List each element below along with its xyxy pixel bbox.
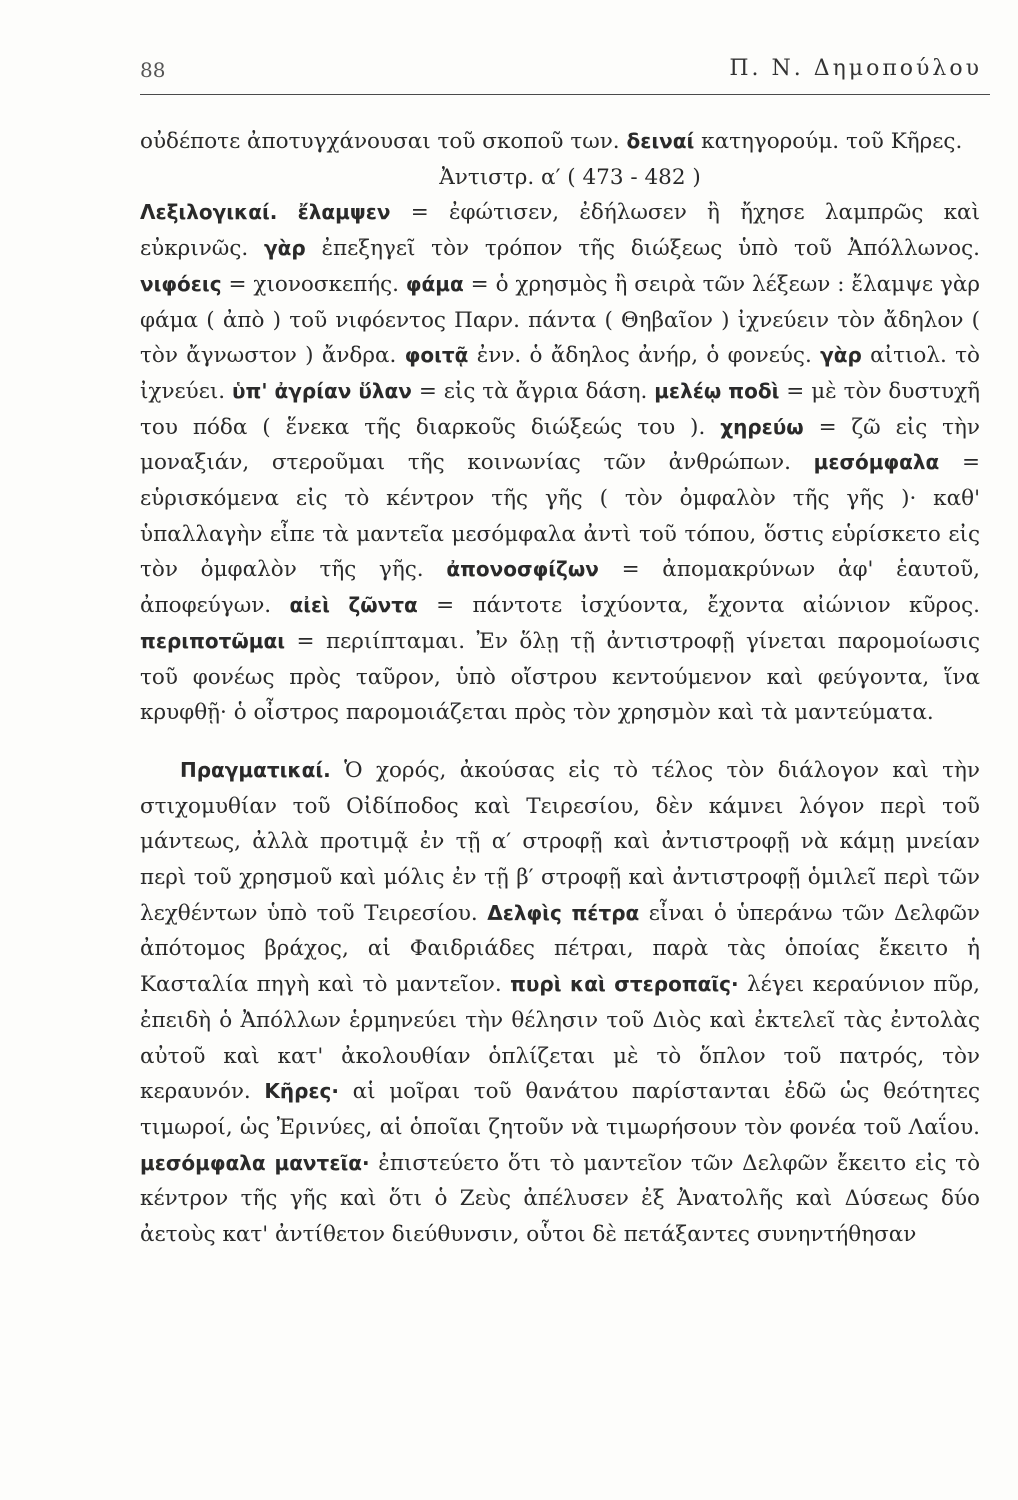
text-run: ἐπιστεύετο ὅτι τὸ μαντεῖον τῶν Δελφῶν ἔκειτο εἰς τὸ κέντρον τῆς γῆς καὶ ὅτι ὁ Ζεὺς ἀπέλυσεν ἐξ Ἀνατολῆς καὶ Δύσεως δύο ἀετοὺς κατ' ἀντίθετον διεύθυνσιν, οὗτοι δὲ πετάξαντες συνηντήθησαν xyxy=(140,1150,981,1248)
bold-term: νιφόεις xyxy=(140,271,222,296)
bold-term: ἀπονοσφίζων xyxy=(446,557,599,582)
text-run: = ἀπομακρύνων ἀφ' ἑαυτοῦ, ἀποφεύγων. xyxy=(140,557,980,619)
bold-term: χηρεύω xyxy=(720,414,804,439)
bold-term: αἰεὶ ζῶντα xyxy=(289,593,418,618)
bold-term: Κῆρες· xyxy=(264,1079,339,1104)
text-run xyxy=(277,200,297,225)
bold-term: Δελφὶς πέτρα xyxy=(487,900,640,925)
text-run: = πάντοτε ἰσχύοντα, ἔχοντα αἰώνιον κῦρος. xyxy=(417,593,981,619)
text-run: οὐδέποτε ἀποτυγχάνουσαι τοῦ σκοποῦ των. xyxy=(140,129,627,154)
page-number: 88 xyxy=(140,58,166,82)
bold-term: ὑπ' ἀγρίαν ὕλαν xyxy=(232,378,412,403)
page-body xyxy=(140,124,980,1253)
text-run: ἐπεξηγεῖ τὸν τρόπον τῆς διώξεως ὑπὸ τοῦ Ἀπόλλωνος. xyxy=(305,236,980,262)
text-run: Ὁ χορός, ἀκούσας εἰς τὸ τέλος τὸν διάλογον καὶ τὴν στιχομυθίαν τοῦ Οἰδίποδος καὶ Τειρεσίου, δὲν κάμνει λόγον περὶ τοῦ μάντεως, ἀλλὰ προτιμᾷ ἐν τῇ α′ στροφῇ καὶ ἀντιστροφῇ νὰ κάμῃ μνείαν περὶ τοῦ χρησμοῦ καὶ μόλις ἐν τῇ β′ στροφῇ καὶ ἀντιστροφῇ ὁμιλεῖ περὶ τῶν λεχθέντων ὑπὸ τοῦ Τειρεσίου. xyxy=(140,757,980,926)
bold-term: μεσόμφαλα μαντεῖα· xyxy=(140,1150,370,1175)
running-head: Π. Ν. Δημοπούλου xyxy=(729,56,982,81)
text-run: λέγει κεραύνιον πῦρ, ἐπειδὴ ὁ Ἀπόλλων ἑρμηνεύει τὴν θέλησιν τοῦ Διὸς καὶ ἐκτελεῖ τὰς ἐντολὰς αὐτοῦ καὶ κατ' ἀκολουθίαν ὁπλίζεται μὲ τὸ ὅπλον τοῦ πατρός, τὸν κεραυνόν. xyxy=(140,972,980,1105)
bold-term: μεσόμφαλα xyxy=(813,450,940,475)
paragraph-factual-notes xyxy=(140,753,980,1253)
text-run: = ἐφώτισεν, ἐδήλωσεν ἢ ἤχησε λαμπρῶς καὶ εὐκρινῶς. xyxy=(140,200,980,262)
text-run: αἰτιολ. τὸ ἰχνεύει. xyxy=(140,343,981,404)
bold-term: περιποτῶμαι xyxy=(140,628,286,653)
text-run: = εὑρισκόμενα εἰς τὸ κέντρον τῆς γῆς ( τὸν ὀμφαλὸν τῆς γῆς )· καθ' ὑπαλλαγὴν εἶπε τὰ μαντεῖα μεσόμφαλα ἀντὶ τοῦ τόπου, ὅστις εὑρίσκετο εἰς τὸν ὀμφαλὸν τῆς γῆς. xyxy=(140,450,980,583)
text-run: εἶναι ὁ ὑπεράνω τῶν Δελφῶν ἀπότομος βράχος, αἱ Φαιδριάδες πέτραι, παρὰ τὰς ὁποίας ἔκειτο ἡ Κασταλία πηγὴ καὶ τὸ μαντεῖον. xyxy=(140,900,980,998)
bold-term: δειναί xyxy=(626,129,695,153)
bold-term: φάμα xyxy=(405,271,464,296)
text-run: ἐνν. ὁ ἄδηλος ἀνήρ, ὁ φονεύς. xyxy=(468,343,821,369)
bold-term: πυρὶ καὶ στεροπαῖς· xyxy=(510,972,739,997)
text-run: = περιίπταμαι. Ἐν ὅλῃ τῇ ἀντιστροφῇ γίνεται παρομοίωσις τοῦ φονέως πρὸς ταῦρον, ὑπὸ οἴστρου κεντούμενον καὶ φεύγοντα, ἵνα κρυφθῇ· ὁ οἶστρος παρομοιάζεται πρὸς τὸν χρησμὸν καὶ τὰ μαντεύματα. xyxy=(140,628,980,726)
text-run: = χιονοσκεπής. xyxy=(221,271,406,297)
bold-term: γὰρ xyxy=(820,343,862,368)
text-run: = εἰς τὰ ἄγρια δάση. xyxy=(411,378,655,404)
paragraph-intro xyxy=(140,124,980,160)
paragraph-lexical-notes xyxy=(140,195,980,731)
bold-term: ἔλαμψεν xyxy=(297,200,391,225)
text-run: = ζῶ εἰς τὴν μοναξιάν, στεροῦμαι τῆς κοινωνίας τῶν ἀνθρώπων. xyxy=(140,414,980,476)
bold-term: μελέῳ ποδὶ xyxy=(654,378,780,403)
text-run: = ὁ χρησμὸς ἢ σειρὰ τῶν λέξεων : ἔλαμψε γὰρ φάμα ( ἀπὸ ) τοῦ νιφόεντος Παρν. πάντα ( Θηβαῖον ) ἰχνεύειν τὸν ἄδηλον ( τὸν ἄγνωστον ) ἄνδρα. xyxy=(140,271,980,369)
text-run: = μὲ τὸν δυστυχῆ του πόδα ( ἕνεκα τῆς διαρκοῦς διώξεώς του ). xyxy=(140,378,980,440)
bold-term: Πραγματικαί. xyxy=(180,757,331,782)
bold-term: γὰρ xyxy=(263,236,306,261)
text-run: κατηγορούμ. τοῦ Κῆρες. xyxy=(694,129,963,154)
section-heading: Ἀντιστρ. α′ ( 473 - 482 ) xyxy=(439,164,701,190)
bold-term: φοιτᾷ xyxy=(404,343,469,368)
page-header xyxy=(140,50,990,95)
bold-term: Λεξιλογικαί. xyxy=(140,200,278,225)
text-run: αἱ μοῖραι τοῦ θανάτου παρίστανται ἐδῶ ὡς θεότητες τιμωροί, ὡς Ἐρινύες, αἱ ὁποῖαι ζητοῦν νὰ τιμωρήσουν τὸν φονέα τοῦ Λαΐου. xyxy=(140,1079,980,1140)
